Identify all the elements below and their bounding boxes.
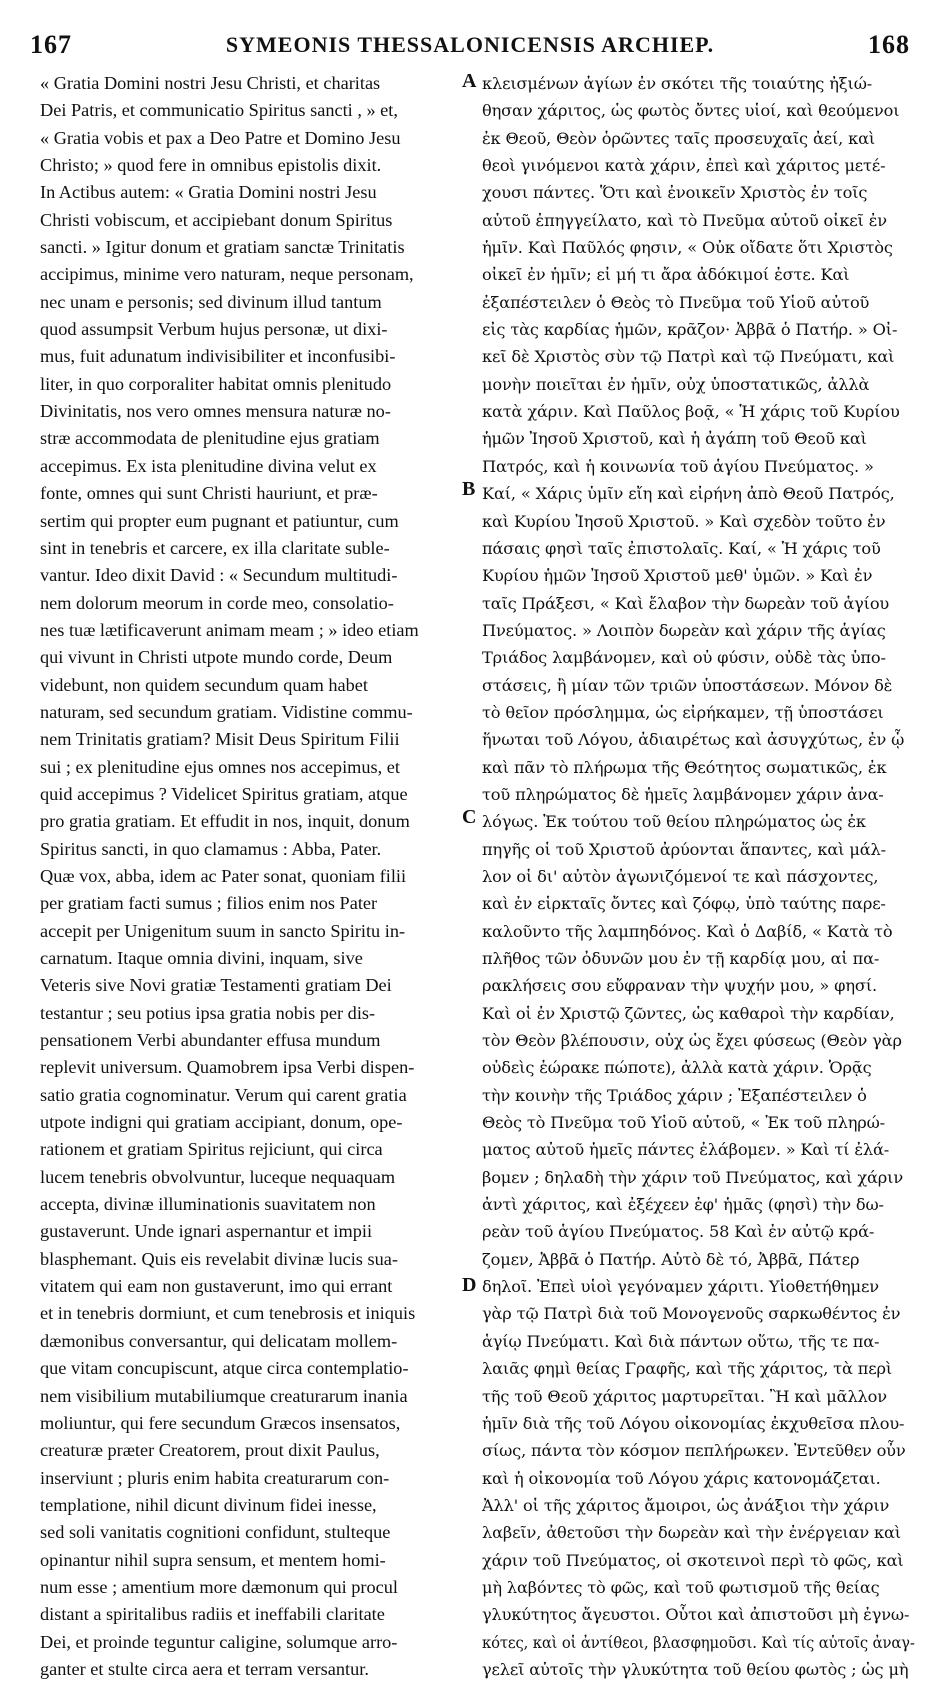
- latin-text-line: accepit per Unigenitum suum in sancto Spiritu in-: [40, 920, 406, 941]
- greek-text-line: γλυκύτητος ἄγευστοι. Οὗτοι καὶ ἀπιστοῦσι μὴ ἐγνω-: [482, 1605, 910, 1625]
- latin-text-line: testantur ; seu potius ipsa gratia nobis per dis-: [40, 1002, 376, 1023]
- greek-text-line: κατὰ χάριν. Καὶ Παῦλος βοᾷ, « Ἡ χάρις τοῦ Κυρίου: [482, 402, 900, 422]
- greek-text-line: Κυρίου ἡμῶν Ἰησοῦ Χριστοῦ μεθ' ὑμῶν. » Καὶ ἐν: [482, 566, 873, 586]
- latin-text-line: stræ accommodata de plenitudine ejus gratiam: [40, 428, 380, 449]
- greek-text-line: ἡμῶν Ἰησοῦ Χριστοῦ, καὶ ἡ ἀγάπη τοῦ Θεοῦ καὶ: [482, 429, 867, 449]
- latin-text-line: que vitam concupiscunt, atque circa contemplatio-: [40, 1358, 409, 1379]
- latin-text-line: sint in tenebris et carcere, ex illa claritate suble-: [40, 537, 390, 558]
- latin-text-line: sertim qui propter eum pugnant et patiuntur, cum: [40, 510, 399, 531]
- page-number-left: 167: [30, 30, 72, 59]
- greek-text-line: ἀντὶ χάριτος, καὶ ἐξέχεεν ἐφ' ἡμᾶς (φησὶ) τὴν δω-: [482, 1195, 884, 1215]
- latin-text-line: dæmonibus conversantur, qui delicatam mollem-: [40, 1330, 398, 1351]
- greek-text-line: σίως, πάντα τὸν κόσμον πεπλήρωκεν. Ἐντεῦθεν οὖν: [482, 1441, 906, 1461]
- greek-text-line: θησαν χάριτος, ὡς φωτὸς ὄντες υἱοί, καὶ θεούμενοι: [482, 101, 900, 121]
- greek-text-line: καὶ ἐν εἱρκταῖς ὄντες καὶ ζόφῳ, ὑπὸ ταύτης παρε-: [482, 894, 886, 914]
- greek-text-line: καὶ ἡ οἰκονομία τοῦ Λόγου χάρις κατονομάζεται.: [482, 1468, 881, 1488]
- greek-text-line: τοῦ πληρώματος δὲ ἡμεῖς λαμβάνομεν χάριν ἀνα-: [482, 784, 884, 804]
- latin-text-line: Christi vobiscum, et accipiebant donum Spiritus: [40, 209, 393, 230]
- latin-text-line: nem visibilium mutabiliumque creaturarum inania: [40, 1385, 408, 1406]
- latin-text-line: sancti. » Igitur donum et gratiam sanctæ Trinitatis: [40, 237, 405, 258]
- latin-text-line: ganter et stulte circa aera et terram versantur.: [40, 1658, 369, 1679]
- greek-text-line: λαβεῖν, ἀθετοῦσι τὴν δωρεὰν καὶ τὴν ἐνέργειαν καὶ: [482, 1523, 901, 1543]
- greek-text-line: στάσεις, ἢ μίαν τῶν τριῶν ὑποστάσεων. Μόνον δὲ: [482, 675, 893, 695]
- greek-text-line: μὴ λαβόντες τὸ φῶς, καὶ τοῦ φωτισμοῦ τῆς θείας: [482, 1577, 880, 1597]
- latin-text-line: quid accepimus ? Videlicet Spiritus gratiam, atque: [40, 783, 408, 804]
- section-marker-b: B: [462, 478, 476, 500]
- greek-text-line: Καὶ οἱ ἐν Χριστῷ ζῶντες, ὡς καθαροὶ τὴν καρδίαν,: [482, 1003, 895, 1023]
- greek-column: [482, 70, 915, 1683]
- latin-text-line: accipimus, minime vero naturam, neque personam,: [40, 264, 414, 285]
- latin-text-line: pro gratia gratiam. Et effudit in nos, inquit, donum: [40, 811, 410, 832]
- latin-text-line: Divinitatis, nos vero omnes mensura naturæ no-: [40, 401, 391, 422]
- greek-text-line: γελεῖ αὐτοῖς τὴν γλυκύτητα τοῦ θείου φωτὸς ; ὡς μὴ: [482, 1659, 909, 1679]
- latin-text-line: Spiritus sancti, in quo clamamus : Abba, Pater.: [40, 838, 382, 859]
- greek-text-line: κότες, καὶ οἱ ἀντίθεοι, βλασφημοῦσι. Καὶ τίς αὐτοῖς ἀναγ-: [482, 1632, 915, 1652]
- greek-text-line: Καί, « Χάρις ὑμῖν εἴη καὶ εἰρήνη ἀπὸ Θεοῦ Πατρός,: [482, 484, 895, 504]
- greek-text-line: λαιᾶς φημὶ θείας Γραφῆς, καὶ τῆς χάριτος, τὰ περὶ: [482, 1359, 893, 1379]
- greek-text-line: Πνεύματος. » Λοιπὸν δωρεὰν καὶ χάριν τῆς ἁγίας: [482, 620, 886, 640]
- latin-text-line: sui ; ex plenitudine ejus omnes nos accepimus, et: [40, 756, 400, 777]
- latin-column: [40, 70, 470, 1683]
- greek-text-line: ρακλήσεις σου εὔφραναν τὴν ψυχήν μου, » φησί.: [482, 976, 878, 996]
- greek-text-line: ἁγίῳ Πνεύματι. Καὶ διὰ πάντων οὕτω, τῆς τε πα-: [482, 1331, 880, 1351]
- latin-text-line: gustaverunt. Unde ignari aspernantur et impii: [40, 1221, 373, 1242]
- section-marker-d: D: [462, 1274, 477, 1296]
- greek-text-line: τὴν κοινὴν τῆς Τριάδος χάριν ; Ἐξαπέστειλεν ὁ: [482, 1085, 867, 1105]
- latin-text-line: lucem tenebris obvolvuntur, luceque nequaquam: [40, 1166, 396, 1187]
- greek-text-line: κεῖ δὲ Χριστὸς σὺν τῷ Πατρὶ καὶ τῷ Πνεύματι, καὶ: [482, 347, 895, 367]
- greek-text-line: λον οἱ δι' αὐτὸν ἀγωνιζόμενοί τε καὶ πάσχοντες,: [482, 866, 879, 886]
- greek-text-line: πηγῆς οἱ τοῦ Χριστοῦ ἀρύονται ἅπαντες, καὶ μάλ-: [482, 839, 886, 859]
- latin-text-line: nem Trinitatis gratiam? Misit Deus Spiritum Filii: [40, 729, 400, 750]
- greek-text-line: αὐτοῦ ἐπηγγείλατο, καὶ τὸ Πνεῦμα αὐτοῦ οἰκεῖ ἐν: [482, 210, 887, 230]
- latin-text-line: Dei, et proinde teguntur caligine, solumque arro-: [40, 1631, 398, 1652]
- greek-text-line: θεοὶ γινόμενοι κατὰ χάριν, ἐπεὶ καὶ χάριτος μετέ-: [482, 156, 886, 176]
- latin-text-line: naturam, sed secundum gratiam. Vidistine commu-: [40, 701, 413, 722]
- greek-text-line: τῆς τοῦ Θεοῦ χάριτος μαρτυρεῖται. Ἢ καὶ μᾶλλον: [482, 1386, 887, 1406]
- latin-text-line: distant a spiritalibus radiis et ineffabili claritate: [40, 1604, 385, 1625]
- greek-text-line: χουσι πάντες. Ὅτι καὶ ἐνοικεῖν Χριστὸς ἐν τοῖς: [482, 183, 868, 203]
- greek-text-line: ἐκ Θεοῦ, Θεὸν ὁρῶντες ταῖς προσευχαῖς ἀεί, καὶ: [482, 128, 876, 148]
- page-header: [30, 30, 910, 60]
- latin-text-line: liter, in quo corporaliter habitat omnis plenitudo: [40, 373, 392, 394]
- latin-text-line: quod assumpsit Verbum hujus personæ, ut dixi-: [40, 319, 388, 340]
- greek-text-line: ἥνωται τοῦ Λόγου, ἀδιαιρέτως καὶ ἀσυγχύτως, ἐν ᾧ: [482, 730, 905, 750]
- greek-text-line: ρεὰν τοῦ ἁγίου Πνεύματος. 58 Καὶ ἐν αὐτῷ κρά-: [482, 1222, 875, 1242]
- section-marker-a: A: [462, 70, 477, 92]
- greek-text-line: ἡμῖν. Καὶ Παῦλός φησιν, « Οὐκ οἴδατε ὅτι Χριστὸς: [482, 238, 893, 258]
- latin-text-line: Quæ vox, abba, idem ac Pater sonat, quoniam filii: [40, 865, 407, 886]
- greek-text-line: δηλοῖ. Ἐπεὶ υἱοὶ γεγόναμεν χάριτι. Υἱοθετήθημεν: [482, 1277, 879, 1297]
- greek-text-line: τὸ θεῖον πρόσλημμα, ὡς εἰρήκαμεν, τῇ ὑποστάσει: [482, 702, 884, 722]
- latin-text-line: mus, fuit adunatum indivisibiliter et inconfusibi-: [40, 346, 396, 367]
- latin-text-line: In Actibus autem: « Gratia Domini nostri Jesu: [40, 182, 377, 203]
- section-marker-c: C: [462, 806, 477, 828]
- greek-text-line: πάσαις φησὶ ταῖς ἐπιστολαῖς. Καί, « Ἡ χάρις τοῦ: [482, 538, 881, 558]
- greek-text-line: Πατρός, καὶ ἡ κοινωνία τοῦ ἁγίου Πνεύματος. »: [482, 456, 874, 476]
- latin-text-line: fonte, omnes qui sunt Christi hauriunt, et præ-: [40, 483, 378, 504]
- latin-text-line: replevit universum. Quamobrem ipsa Verbi dispen-: [40, 1057, 415, 1078]
- latin-text-line: utpote indigni qui gratiam accipiant, donum, ope-: [40, 1112, 403, 1133]
- latin-text-line: carnatum. Itaque omnia divini, inquam, sive: [40, 948, 363, 968]
- latin-text-line: nes tuæ lætificaverunt animam meam ; » ideo etiam: [40, 619, 419, 640]
- latin-text-line: blasphemant. Quis eis revelabit divinæ lucis sua-: [40, 1248, 398, 1269]
- latin-text-line: Dei Patris, et communicatio Spiritus sancti , » et,: [40, 100, 398, 121]
- latin-text-line: nem dolorum meorum in corde meo, consolatio-: [40, 592, 394, 613]
- latin-text-line: qui vivunt in Christi utpote mundo corde, Deum: [40, 647, 393, 668]
- greek-text-line: γὰρ τῷ Πατρὶ διὰ τοῦ Μονογενοῦς σαρκωθέντος ἐν: [482, 1304, 901, 1324]
- latin-text-line: inserviunt ; pluris enim habita creaturarum con-: [40, 1467, 390, 1488]
- greek-text-line: ζομεν, Ἀββᾶ ὁ Πατήρ. Αὐτὸ δὲ τό, Ἀββᾶ, Πάτερ: [482, 1249, 860, 1269]
- latin-text-line: nec unam e personis; sed divinum illud tantum: [40, 291, 382, 312]
- greek-text-line: πλῆθος τῶν ὀδυνῶν μου ἐν τῇ καρδίᾳ μου, αἱ πα-: [482, 949, 880, 968]
- latin-text-line: accepimus. Ex ista plenitudine divina velut ex: [40, 455, 377, 476]
- running-title: SYMEONIS THESSALONICENSIS ARCHIEP.: [225, 32, 715, 57]
- latin-text-line: templatione, nihil dicunt divinum fidei inesse,: [40, 1494, 377, 1515]
- latin-text-line: num esse ; amentium more dæmonum qui procul: [40, 1576, 398, 1597]
- greek-text-line: οἰκεῖ ἐν ἡμῖν; εἰ μή τι ἄρα ἀδόκιμοί ἐστε. Καὶ: [482, 265, 850, 285]
- greek-text-line: ταῖς Πράξεσι, « Καὶ ἔλαβον τὴν δωρεὰν τοῦ ἁγίου: [482, 593, 890, 613]
- latin-text-line: accepta, divinæ illuminationis suavitatem non: [40, 1194, 376, 1215]
- latin-text-line: « Gratia vobis et pax a Deo Patre et Domino Jesu: [40, 127, 401, 148]
- latin-text-line: sed soli vanitatis cognitioni confidunt, stulteque: [40, 1522, 391, 1543]
- greek-text-line: καὶ Κυρίου Ἰησοῦ Χριστοῦ. » Καὶ σχεδὸν τοῦτο ἐν: [482, 511, 886, 531]
- greek-text-line: τὸν Θεὸν βλέπουσιν, οὐχ ὡς ἔχει φύσεως (Θεὸν γὰρ: [482, 1031, 902, 1051]
- latin-text-line: creaturæ præter Creatorem, prout dixit Paulus,: [40, 1440, 380, 1461]
- latin-text-line: pensationem Verbi abundanter effusa mundum: [40, 1030, 381, 1051]
- latin-text-line: et in tenebris dormiunt, et cum tenebrosis et iniquis: [40, 1303, 416, 1324]
- greek-text-line: βομεν ; δηλαδὴ τὴν χάριν τοῦ Πνεύματος, καὶ χάριν: [482, 1167, 904, 1187]
- greek-text-line: καλοῦντο τῆς λαμπηδόνος. Καὶ ὁ Δαβίδ, « Κατὰ τὸ: [482, 921, 893, 941]
- greek-text-line: οὐδεὶς ἑώρακε πώποτε), ἀλλὰ κατὰ χάριν. Ὁρᾷς: [482, 1058, 872, 1078]
- greek-text-line: κλεισμένων ἁγίων ἐν σκότει τῆς τοιαύτης ἠξιώ-: [482, 74, 873, 93]
- greek-text-line: λόγως. Ἐκ τούτου τοῦ θείου πληρώματος ὡς ἐκ: [482, 812, 866, 832]
- greek-text-line: Τριάδος λαμβάνομεν, καὶ οὐ φύσιν, οὐδὲ τὰς ὑπο-: [482, 648, 886, 668]
- latin-text-line: rationem et gratiam Spiritus rejiciunt, qui circa: [40, 1139, 383, 1160]
- latin-text-line: moliuntur, qui fere secundum Græcos insensatos,: [40, 1412, 401, 1433]
- latin-text-line: vantur. Ideo dixit David : « Secundum multitudi-: [40, 565, 398, 586]
- greek-text-line: ἡμῖν διὰ τῆς τοῦ Λόγου οἰκονομίας ἐκχυθεῖσα πλου-: [482, 1413, 905, 1433]
- latin-text-line: satio gratia cognominatur. Verum qui carent gratia: [40, 1084, 407, 1105]
- greek-text-line: Ἀλλ' οἱ τῆς χάριτος ἄμοιροι, ὡς ἀνάξιοι τὴν χάριν: [482, 1495, 890, 1515]
- latin-text-line: Veteris sive Novi gratiæ Testamenti gratiam Dei: [40, 975, 392, 996]
- greek-text-line: καὶ πᾶν τὸ πλήρωμα τῆς Θεότητος σωματικῶς, ἐκ: [482, 757, 887, 777]
- latin-text-line: videbunt, non quidem secundum quam habet: [40, 674, 368, 695]
- greek-text-line: μονὴν ποιεῖται ἐν ἡμῖν, οὐχ ὑποστατικῶς, ἀλλὰ: [482, 374, 870, 394]
- greek-text-line: Θεὸς τὸ Πνεῦμα τοῦ Υἱοῦ αὐτοῦ, « Ἐκ τοῦ πληρώ-: [482, 1113, 885, 1133]
- latin-text-line: per gratiam facti sumus ; filios enim nos Pater: [40, 893, 378, 914]
- latin-text-line: « Gratia Domini nostri Jesu Christi, et charitas: [40, 73, 381, 93]
- latin-text-line: vitatem qui eam non gustaverunt, imo qui errant: [40, 1276, 393, 1297]
- latin-text-line: opinantur nihil supra sensum, et mentem homi-: [40, 1549, 386, 1570]
- greek-text-line: χάριν τοῦ Πνεύματος, οἱ σκοτεινοὶ περὶ τὸ φῶς, καὶ: [482, 1550, 904, 1570]
- page-number-right: 168: [868, 30, 910, 59]
- greek-text-line: εἰς τὰς καρδίας ἡμῶν, κρᾶζον· Ἀββᾶ ὁ Πατήρ. » Οἰ-: [482, 320, 898, 340]
- greek-text-line: ἐξαπέστειλεν ὁ Θεὸς τὸ Πνεῦμα τοῦ Υἱοῦ αὐτοῦ: [482, 292, 870, 312]
- greek-text-line: ματος αὐτοῦ ἡμεῖς πάντες ἐλάβομεν. » Καὶ τί ἐλά-: [482, 1140, 890, 1160]
- latin-text-line: Christo; » quod fere in omnibus epistolis dixit.: [40, 155, 382, 176]
